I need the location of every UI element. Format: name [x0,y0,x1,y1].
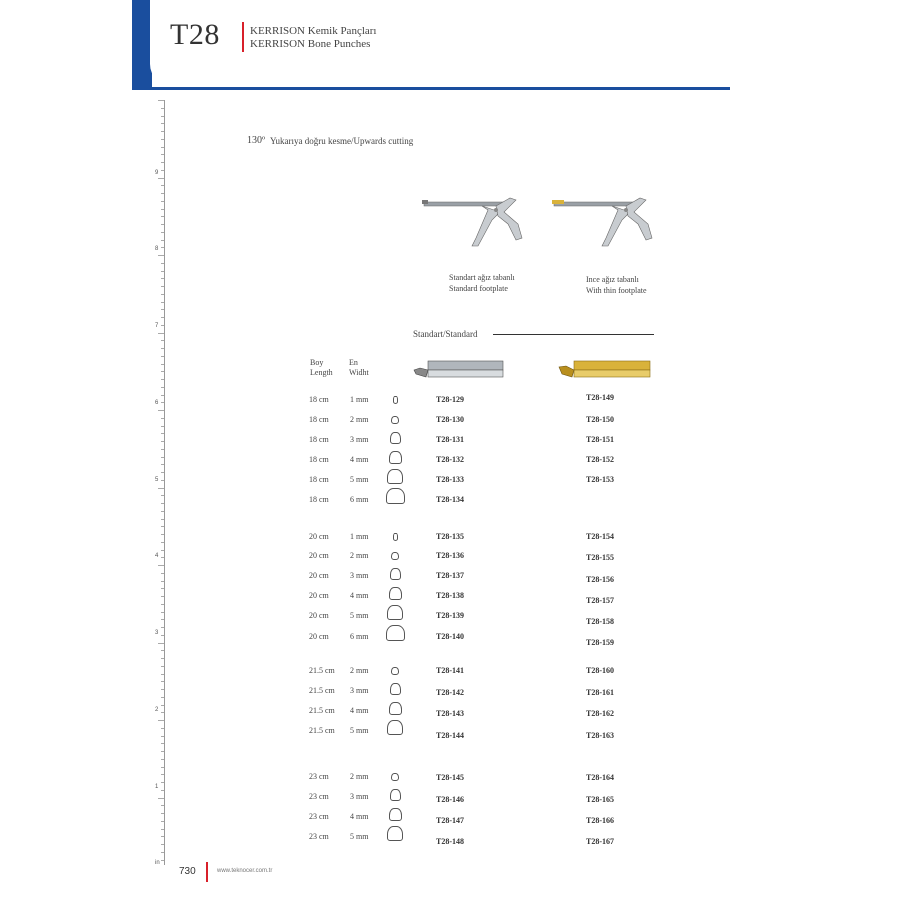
ruler-tick [161,542,164,543]
ruler-tick [161,201,164,202]
ruler-number: 1 [155,784,159,790]
ruler-tick [161,619,164,620]
ruler-tick [161,309,164,310]
ruler-unit: in [155,860,160,866]
ruler-number: 3 [155,630,159,636]
ruler-tick [161,573,164,574]
jaw-profile-icon [391,416,399,424]
length-cell: 20 cm [309,611,329,620]
length-cell: 20 cm [309,532,329,541]
thin-footplate-en: With thin footplate [586,286,647,295]
standard-product-code: T28-139 [436,611,464,620]
column-width-tr: En [349,358,358,367]
ruler-tick [161,457,164,458]
ruler-tick [161,364,164,365]
jaw-profile-icon [391,773,399,781]
length-cell: 18 cm [309,495,329,504]
width-cell: 5 mm [350,475,369,484]
width-cell: 1 mm [350,395,369,404]
ruler-tick [161,581,164,582]
ruler-tick [161,519,164,520]
width-cell: 4 mm [350,812,369,821]
jaw-profile-icon [386,488,405,504]
jaw-profile-icon [387,605,403,620]
thin-product-code: T28-163 [586,731,614,740]
ruler-tick [161,402,164,403]
thin-product-code: T28-156 [586,575,614,584]
ruler-tick [161,588,164,589]
ruler-tick [161,596,164,597]
ruler-tick [161,139,164,140]
standard-product-code: T28-131 [436,435,464,444]
length-cell: 20 cm [309,551,329,560]
ruler-tick [161,464,164,465]
ruler-tick [161,131,164,132]
thin-footplate-caption [586,274,647,296]
ruler-tick [161,209,164,210]
thin-product-code: T28-154 [586,532,614,541]
thin-product-code: T28-149 [586,393,614,402]
width-cell: 4 mm [350,455,369,464]
ruler-tick [158,643,164,644]
thin-product-code: T28-165 [586,795,614,804]
ruler-tick [161,387,164,388]
ruler-tick [161,278,164,279]
length-cell: 18 cm [309,395,329,404]
jaw-profile-icon [393,396,398,404]
series-code: T28 [170,18,220,51]
standard-footplate-tr: Standart ağız tabanlı [449,273,515,282]
thin-product-code: T28-161 [586,688,614,697]
ruler-tick [161,271,164,272]
ruler-tick [161,681,164,682]
ruler-tick [161,650,164,651]
standard-product-code: T28-145 [436,773,464,782]
ruler-tick [161,247,164,248]
thin-product-code: T28-162 [586,709,614,718]
ruler-tick [161,193,164,194]
ruler-tick [161,123,164,124]
length-cell: 20 cm [309,571,329,580]
length-cell: 20 cm [309,632,329,641]
width-cell: 3 mm [350,792,369,801]
thin-product-code: T28-155 [586,553,614,562]
length-cell: 23 cm [309,832,329,841]
ruler-tick [161,503,164,504]
ruler-tick [161,317,164,318]
ruler-tick [161,782,164,783]
ruler-tick [161,666,164,667]
ruler-tick [161,395,164,396]
ruler-tick [161,240,164,241]
ruler-tick [161,844,164,845]
length-cell: 21.5 cm [309,726,335,735]
standard-product-code: T28-140 [436,632,464,641]
standard-footplate-caption [449,272,515,294]
ruler-tick [161,743,164,744]
jaw-profile-icon [386,625,405,641]
ruler-tick [158,565,164,566]
thin-product-code: T28-164 [586,773,614,782]
header-underline [132,87,730,90]
ruler-tick [161,232,164,233]
column-width-en: Widht [349,368,369,377]
ruler-tick [161,379,164,380]
standard-tip-image [410,358,505,384]
thin-product-code: T28-160 [586,666,614,675]
ruler-tick [161,790,164,791]
standard-product-code: T28-130 [436,415,464,424]
ruler-tick [161,860,164,861]
standard-product-code: T28-147 [436,816,464,825]
ruler-tick [161,658,164,659]
angle-label: 130º [247,135,266,146]
width-cell: 2 mm [350,666,369,675]
ruler-tick [161,108,164,109]
ruler-tick [161,612,164,613]
ruler-tick [161,557,164,558]
standard-product-code: T28-143 [436,709,464,718]
standard-product-code: T28-134 [436,495,464,504]
ruler-tick [161,472,164,473]
ruler-tick [161,852,164,853]
ruler-tick [161,371,164,372]
ruler-tick [161,526,164,527]
ruler-tick [158,410,164,411]
ruler-tick [161,224,164,225]
ruler-tick [158,488,164,489]
ruler-tick [161,697,164,698]
ruler-tick [161,433,164,434]
width-cell: 1 mm [350,532,369,541]
length-cell: 23 cm [309,792,329,801]
thin-product-code: T28-166 [586,816,614,825]
thin-product-code: T28-159 [586,638,614,647]
ruler-tick [161,604,164,605]
ruler-number: 6 [155,400,159,406]
length-cell: 23 cm [309,812,329,821]
jaw-profile-icon [391,552,399,560]
title-turkish: KERRISON Kemik Pançları [250,25,377,37]
ruler-tick [161,728,164,729]
ruler-tick [161,767,164,768]
ruler-tick [161,674,164,675]
ruler-tick [161,736,164,737]
jaw-profile-icon [387,720,403,735]
jaw-profile-icon [387,469,403,484]
length-cell: 21.5 cm [309,706,335,715]
jaw-profile-icon [387,826,403,841]
column-header-length [310,358,333,378]
standard-product-code: T28-135 [436,532,464,541]
jaw-profile-icon [391,667,399,675]
ruler-tick [161,821,164,822]
ruler-tick [158,798,164,799]
ruler-tick [161,550,164,551]
ruler-tick [161,356,164,357]
ruler-tick [161,836,164,837]
ruler-tick [161,511,164,512]
thin-footplate-tr: Ince ağız tabanlı [586,275,639,284]
header-blue-band [132,0,152,90]
width-cell: 4 mm [350,591,369,600]
website-url: www.teknocer.com.tr [217,868,273,874]
page-number: 730 [179,866,196,877]
width-cell: 6 mm [350,495,369,504]
ruler-tick [161,829,164,830]
ruler-tick [161,216,164,217]
jaw-profile-icon [390,568,401,580]
thin-product-code: T28-158 [586,617,614,626]
ruler-tick [161,286,164,287]
jaw-profile-icon [393,533,398,541]
title-divider [242,22,244,52]
column-length-tr: Boy [310,358,324,367]
ruler [164,100,165,865]
standard-product-code: T28-144 [436,731,464,740]
title-english: KERRISON Bone Punches [250,38,371,50]
ruler-tick [161,480,164,481]
width-cell: 3 mm [350,686,369,695]
cutting-direction: Yukarıya doğru kesme/Upwards cutting [270,136,414,146]
ruler-tick [158,255,164,256]
thin-product-code: T28-150 [586,415,614,424]
ruler-number: 4 [155,553,159,559]
thin-product-code: T28-153 [586,475,614,484]
standard-product-code: T28-142 [436,688,464,697]
ruler-tick [161,534,164,535]
standard-punch-image [420,190,530,252]
ruler-tick [158,720,164,721]
ruler-tick [161,774,164,775]
length-cell: 18 cm [309,455,329,464]
ruler-tick [161,348,164,349]
ruler-tick [161,635,164,636]
ruler-tick [161,116,164,117]
width-cell: 2 mm [350,772,369,781]
ruler-number: 5 [155,477,159,483]
ruler-tick [161,162,164,163]
ruler-tick [161,627,164,628]
thin-punch-image [550,190,660,252]
ruler-tick [161,495,164,496]
ruler-tick [161,154,164,155]
length-cell: 21.5 cm [309,686,335,695]
standard-product-code: T28-146 [436,795,464,804]
jaw-profile-icon [389,702,402,715]
standard-product-code: T28-132 [436,455,464,464]
header-white-panel [150,0,730,86]
ruler-number: 2 [155,707,159,713]
jaw-profile-icon [390,683,401,695]
footer-divider [206,862,208,882]
jaw-profile-icon [389,451,402,464]
width-cell: 2 mm [350,551,369,560]
ruler-tick [161,689,164,690]
ruler-tick [161,418,164,419]
thin-product-code: T28-152 [586,455,614,464]
ruler-number: 8 [155,246,159,252]
ruler-tick [161,712,164,713]
width-cell: 4 mm [350,706,369,715]
ruler-number: 9 [155,170,159,176]
standard-footplate-en: Standard footplate [449,284,508,293]
jaw-profile-icon [390,432,401,444]
length-cell: 20 cm [309,591,329,600]
thin-product-code: T28-157 [586,596,614,605]
standard-product-code: T28-129 [436,395,464,404]
ruler-tick [161,805,164,806]
length-cell: 23 cm [309,772,329,781]
ruler-number: 7 [155,323,159,329]
standard-product-code: T28-136 [436,551,464,560]
ruler-tick [161,185,164,186]
standard-product-code: T28-138 [436,591,464,600]
ruler-tick [161,441,164,442]
width-cell: 2 mm [350,415,369,424]
group-divider [493,334,654,335]
ruler-tick [158,100,164,101]
ruler-tick [161,705,164,706]
ruler-tick [161,759,164,760]
group-label: Standart/Standard [413,329,478,339]
length-cell: 21.5 cm [309,666,335,675]
ruler-tick [161,294,164,295]
thin-product-code: T28-167 [586,837,614,846]
width-cell: 6 mm [350,632,369,641]
length-cell: 18 cm [309,415,329,424]
ruler-tick [158,333,164,334]
jaw-profile-icon [390,789,401,801]
width-cell: 5 mm [350,726,369,735]
column-header-width [349,358,369,378]
ruler-tick [161,147,164,148]
length-cell: 18 cm [309,475,329,484]
column-length-en: Length [310,368,333,377]
ruler-tick [161,426,164,427]
width-cell: 5 mm [350,611,369,620]
ruler-tick [161,449,164,450]
standard-product-code: T28-137 [436,571,464,580]
ruler-tick [161,751,164,752]
length-cell: 18 cm [309,435,329,444]
ruler-tick [158,178,164,179]
standard-product-code: T28-148 [436,837,464,846]
standard-product-code: T28-133 [436,475,464,484]
ruler-tick [161,813,164,814]
standard-product-code: T28-141 [436,666,464,675]
width-cell: 3 mm [350,571,369,580]
width-cell: 3 mm [350,435,369,444]
width-cell: 5 mm [350,832,369,841]
ruler-tick [161,325,164,326]
ruler-tick [161,302,164,303]
thin-product-code: T28-151 [586,435,614,444]
ruler-tick [161,340,164,341]
thin-tip-image [556,358,652,384]
jaw-profile-icon [389,808,402,821]
ruler-tick [161,263,164,264]
ruler-tick [161,170,164,171]
jaw-profile-icon [389,587,402,600]
